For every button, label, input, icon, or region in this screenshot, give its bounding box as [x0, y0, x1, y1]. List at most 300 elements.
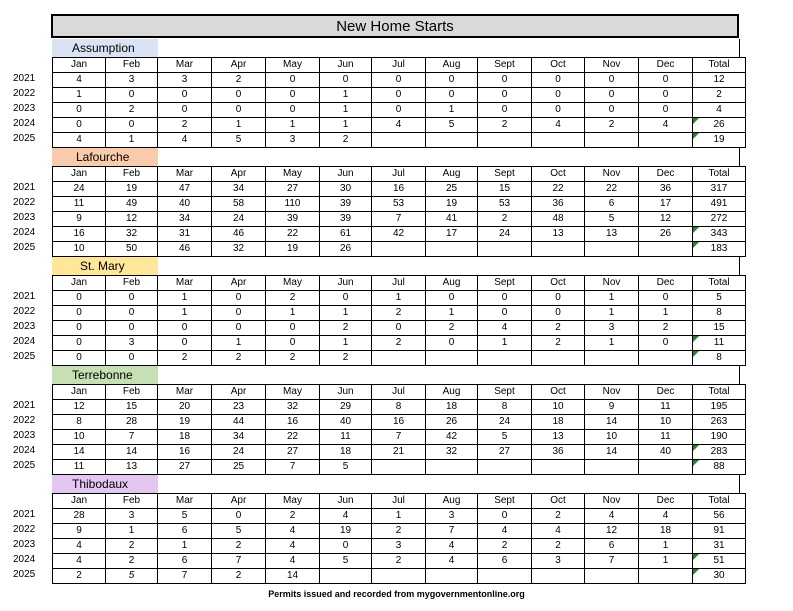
table-cell[interactable]: 19	[320, 524, 372, 539]
table-cell[interactable]: 2	[212, 351, 266, 366]
table-cell[interactable]	[532, 460, 585, 475]
table-cell[interactable]: 4	[532, 118, 585, 133]
table-cell[interactable]: 3	[106, 73, 158, 88]
table-cell[interactable]: 12	[585, 524, 639, 539]
table-cell[interactable]: 18	[426, 400, 478, 415]
table-cell[interactable]: 20	[158, 400, 212, 415]
table-cell[interactable]: 22	[266, 430, 320, 445]
table-cell[interactable]	[426, 242, 478, 257]
table-cell[interactable]: 4	[478, 524, 532, 539]
table-cell[interactable]: 0	[532, 73, 585, 88]
table-cell[interactable]: 0	[158, 103, 212, 118]
table-cell[interactable]: 47	[158, 182, 212, 197]
table-cell[interactable]	[426, 133, 478, 148]
table-cell[interactable]: 0	[106, 291, 158, 306]
table-cell[interactable]: 0	[585, 73, 639, 88]
table-cell[interactable]: 0	[426, 336, 478, 351]
table-cell[interactable]: 5	[478, 430, 532, 445]
table-cell[interactable]: 1	[639, 539, 693, 554]
table-cell[interactable]: 16	[372, 182, 426, 197]
table-cell[interactable]: 2	[266, 509, 320, 524]
table-cell[interactable]	[585, 460, 639, 475]
table-cell[interactable]: 8	[693, 306, 746, 321]
table-cell[interactable]: 7	[158, 569, 212, 584]
table-cell[interactable]: 39	[320, 197, 372, 212]
table-cell[interactable]: 0	[53, 306, 106, 321]
table-cell[interactable]: 11	[639, 430, 693, 445]
table-cell[interactable]: 0	[426, 291, 478, 306]
table-cell[interactable]: 2	[478, 118, 532, 133]
table-cell[interactable]: 0	[53, 103, 106, 118]
table-cell[interactable]: 2	[372, 554, 426, 569]
table-cell[interactable]: 27	[158, 460, 212, 475]
table-cell[interactable]: 2	[693, 88, 746, 103]
table-cell[interactable]: 14	[585, 415, 639, 430]
table-cell[interactable]: 15	[693, 321, 746, 336]
table-cell[interactable]: 4	[266, 524, 320, 539]
table-cell[interactable]: 2	[53, 569, 106, 584]
table-cell[interactable]: 19	[426, 197, 478, 212]
table-cell[interactable]: 11	[320, 430, 372, 445]
table-cell[interactable]: 31	[693, 539, 746, 554]
table-cell[interactable]: 30	[320, 182, 372, 197]
table-cell[interactable]: 56	[693, 509, 746, 524]
table-cell[interactable]: 2	[585, 118, 639, 133]
table-cell[interactable]: 1	[158, 539, 212, 554]
table-cell[interactable]: 5	[693, 291, 746, 306]
table-cell[interactable]: 8	[53, 415, 106, 430]
table-cell[interactable]: 1	[158, 291, 212, 306]
table-cell[interactable]: 0	[266, 336, 320, 351]
table-cell[interactable]: 16	[372, 415, 426, 430]
table-cell[interactable]: 2	[212, 539, 266, 554]
table-cell[interactable]: 0	[478, 291, 532, 306]
table-cell[interactable]: 5	[106, 569, 158, 584]
table-cell[interactable]: 1	[266, 118, 320, 133]
table-cell[interactable]: 2	[532, 336, 585, 351]
table-cell[interactable]: 16	[158, 445, 212, 460]
table-cell[interactable]: 1	[478, 336, 532, 351]
table-cell[interactable]: 7	[426, 524, 478, 539]
table-cell[interactable]: 36	[532, 197, 585, 212]
table-cell[interactable]: 4	[372, 118, 426, 133]
table-cell[interactable]: 2	[478, 212, 532, 227]
table-cell[interactable]: 4	[266, 539, 320, 554]
table-cell[interactable]	[426, 460, 478, 475]
table-cell[interactable]: 0	[320, 291, 372, 306]
table-cell[interactable]	[372, 351, 426, 366]
table-cell[interactable]: 3	[106, 509, 158, 524]
table-cell[interactable]: 0	[532, 291, 585, 306]
table-cell[interactable]: 0	[426, 88, 478, 103]
table-cell[interactable]: 0	[585, 88, 639, 103]
table-cell[interactable]: 39	[266, 212, 320, 227]
table-cell[interactable]: 0	[639, 336, 693, 351]
table-cell[interactable]: 15	[478, 182, 532, 197]
table-cell[interactable]	[639, 133, 693, 148]
table-cell[interactable]: 1	[266, 306, 320, 321]
table-cell[interactable]: 61	[320, 227, 372, 242]
table-cell[interactable]: 0	[478, 509, 532, 524]
table-cell[interactable]: 48	[532, 212, 585, 227]
table-cell[interactable]: 0	[639, 103, 693, 118]
table-cell[interactable]: 49	[106, 197, 158, 212]
table-cell[interactable]: 30	[693, 569, 746, 584]
table-cell[interactable]: 0	[212, 509, 266, 524]
table-cell[interactable]: 317	[693, 182, 746, 197]
table-cell[interactable]: 6	[478, 554, 532, 569]
table-cell[interactable]: 1	[212, 118, 266, 133]
table-cell[interactable]: 19	[158, 415, 212, 430]
table-cell[interactable]: 0	[372, 88, 426, 103]
table-cell[interactable]: 0	[212, 103, 266, 118]
table-cell[interactable]: 7	[212, 554, 266, 569]
table-cell[interactable]	[372, 460, 426, 475]
table-cell[interactable]: 1	[53, 88, 106, 103]
table-cell[interactable]: 9	[585, 400, 639, 415]
table-cell[interactable]: 0	[478, 103, 532, 118]
table-cell[interactable]: 2	[106, 554, 158, 569]
table-cell[interactable]: 0	[320, 73, 372, 88]
table-cell[interactable]: 13	[532, 430, 585, 445]
table-cell[interactable]: 27	[478, 445, 532, 460]
table-cell[interactable]: 46	[158, 242, 212, 257]
table-cell[interactable]: 7	[106, 430, 158, 445]
table-cell[interactable]: 2	[106, 103, 158, 118]
table-cell[interactable]: 91	[693, 524, 746, 539]
table-cell[interactable]: 0	[212, 321, 266, 336]
table-cell[interactable]: 13	[585, 227, 639, 242]
table-cell[interactable]: 88	[693, 460, 746, 475]
table-cell[interactable]: 3	[585, 321, 639, 336]
table-cell[interactable]: 2	[532, 321, 585, 336]
table-cell[interactable]: 2	[158, 118, 212, 133]
table-cell[interactable]: 0	[639, 291, 693, 306]
table-cell[interactable]: 5	[320, 554, 372, 569]
table-cell[interactable]: 283	[693, 445, 746, 460]
table-cell[interactable]: 14	[266, 569, 320, 584]
table-cell[interactable]: 1	[372, 291, 426, 306]
table-cell[interactable]: 27	[266, 182, 320, 197]
table-cell[interactable]: 1	[426, 103, 478, 118]
table-cell[interactable]: 4	[693, 103, 746, 118]
table-cell[interactable]: 7	[372, 430, 426, 445]
table-cell[interactable]: 0	[532, 306, 585, 321]
table-cell[interactable]: 15	[106, 400, 158, 415]
table-cell[interactable]: 4	[53, 554, 106, 569]
table-cell[interactable]: 1	[320, 103, 372, 118]
table-cell[interactable]: 1	[639, 306, 693, 321]
table-cell[interactable]: 4	[639, 118, 693, 133]
table-cell[interactable]: 58	[212, 197, 266, 212]
table-cell[interactable]: 13	[106, 460, 158, 475]
table-cell[interactable]: 0	[532, 88, 585, 103]
table-cell[interactable]: 32	[426, 445, 478, 460]
table-cell[interactable]	[478, 242, 532, 257]
table-cell[interactable]: 1	[372, 509, 426, 524]
table-cell[interactable]: 4	[532, 524, 585, 539]
table-cell[interactable]: 11	[53, 197, 106, 212]
table-cell[interactable]: 18	[532, 415, 585, 430]
table-cell[interactable]: 34	[212, 430, 266, 445]
table-cell[interactable]	[532, 133, 585, 148]
table-cell[interactable]: 22	[532, 182, 585, 197]
table-cell[interactable]: 0	[372, 321, 426, 336]
table-cell[interactable]: 0	[53, 351, 106, 366]
table-cell[interactable]: 11	[639, 400, 693, 415]
table-cell[interactable]: 22	[266, 227, 320, 242]
table-cell[interactable]: 0	[106, 88, 158, 103]
table-cell[interactable]: 18	[320, 445, 372, 460]
table-cell[interactable]: 24	[478, 227, 532, 242]
table-cell[interactable]: 2	[266, 291, 320, 306]
table-cell[interactable]: 40	[158, 197, 212, 212]
table-cell[interactable]: 0	[266, 73, 320, 88]
table-cell[interactable]: 0	[106, 351, 158, 366]
table-cell[interactable]: 0	[212, 88, 266, 103]
table-cell[interactable]: 11	[693, 336, 746, 351]
table-cell[interactable]: 18	[158, 430, 212, 445]
table-cell[interactable]: 0	[53, 321, 106, 336]
table-cell[interactable]	[478, 569, 532, 584]
table-cell[interactable]: 1	[585, 291, 639, 306]
table-cell[interactable]: 4	[158, 133, 212, 148]
table-cell[interactable]: 10	[53, 242, 106, 257]
table-cell[interactable]: 53	[478, 197, 532, 212]
table-cell[interactable]: 7	[266, 460, 320, 475]
table-cell[interactable]: 0	[53, 336, 106, 351]
table-cell[interactable]: 4	[53, 539, 106, 554]
table-cell[interactable]: 2	[320, 351, 372, 366]
table-cell[interactable]: 0	[158, 321, 212, 336]
table-cell[interactable]	[372, 569, 426, 584]
table-cell[interactable]: 36	[639, 182, 693, 197]
table-cell[interactable]: 0	[266, 103, 320, 118]
table-cell[interactable]: 1	[585, 306, 639, 321]
table-cell[interactable]: 4	[53, 73, 106, 88]
table-cell[interactable]: 0	[426, 73, 478, 88]
table-cell[interactable]: 10	[532, 400, 585, 415]
table-cell[interactable]: 2	[372, 336, 426, 351]
table-cell[interactable]: 21	[372, 445, 426, 460]
table-cell[interactable]: 9	[53, 212, 106, 227]
table-cell[interactable]: 491	[693, 197, 746, 212]
table-cell[interactable]: 19	[266, 242, 320, 257]
table-cell[interactable]: 5	[585, 212, 639, 227]
table-cell[interactable]: 42	[426, 430, 478, 445]
table-cell[interactable]: 0	[158, 88, 212, 103]
table-cell[interactable]: 0	[478, 88, 532, 103]
table-cell[interactable]: 1	[585, 336, 639, 351]
table-cell[interactable]: 0	[372, 103, 426, 118]
table-cell[interactable]: 6	[585, 197, 639, 212]
table-cell[interactable]: 12	[639, 212, 693, 227]
table-cell[interactable]: 42	[372, 227, 426, 242]
table-cell[interactable]	[532, 351, 585, 366]
table-cell[interactable]: 41	[426, 212, 478, 227]
table-cell[interactable]: 14	[585, 445, 639, 460]
table-cell[interactable]	[426, 569, 478, 584]
table-cell[interactable]: 0	[266, 88, 320, 103]
table-cell[interactable]	[639, 242, 693, 257]
table-cell[interactable]: 4	[426, 554, 478, 569]
table-cell[interactable]: 0	[158, 336, 212, 351]
table-cell[interactable]: 44	[212, 415, 266, 430]
table-cell[interactable]: 1	[320, 118, 372, 133]
table-cell[interactable]: 28	[106, 415, 158, 430]
table-cell[interactable]: 0	[212, 291, 266, 306]
table-cell[interactable]: 46	[212, 227, 266, 242]
table-cell[interactable]: 1	[106, 524, 158, 539]
table-cell[interactable]: 0	[478, 306, 532, 321]
table-cell[interactable]: 2	[372, 524, 426, 539]
table-cell[interactable]	[478, 460, 532, 475]
table-cell[interactable]: 25	[212, 460, 266, 475]
table-cell[interactable]: 3	[426, 509, 478, 524]
table-cell[interactable]: 0	[478, 73, 532, 88]
table-cell[interactable]: 31	[158, 227, 212, 242]
table-cell[interactable]: 29	[320, 400, 372, 415]
table-cell[interactable]: 10	[585, 430, 639, 445]
table-cell[interactable]: 0	[53, 291, 106, 306]
table-cell[interactable]: 1	[320, 88, 372, 103]
table-cell[interactable]: 24	[212, 445, 266, 460]
table-cell[interactable]: 40	[639, 445, 693, 460]
table-cell[interactable]: 190	[693, 430, 746, 445]
table-cell[interactable]: 12	[693, 73, 746, 88]
table-cell[interactable]: 9	[53, 524, 106, 539]
table-cell[interactable]: 2	[212, 569, 266, 584]
table-cell[interactable]: 32	[212, 242, 266, 257]
table-cell[interactable]: 2	[478, 539, 532, 554]
table-cell[interactable]: 4	[426, 539, 478, 554]
table-cell[interactable]: 4	[320, 509, 372, 524]
table-cell[interactable]: 5	[212, 133, 266, 148]
table-cell[interactable]: 50	[106, 242, 158, 257]
table-cell[interactable]: 4	[478, 321, 532, 336]
table-cell[interactable]: 0	[106, 118, 158, 133]
table-cell[interactable]: 195	[693, 400, 746, 415]
table-cell[interactable]: 5	[158, 509, 212, 524]
table-cell[interactable]	[426, 351, 478, 366]
table-cell[interactable]: 1	[639, 554, 693, 569]
table-cell[interactable]: 19	[106, 182, 158, 197]
table-cell[interactable]: 3	[266, 133, 320, 148]
table-cell[interactable]: 34	[158, 212, 212, 227]
table-cell[interactable]: 0	[212, 306, 266, 321]
table-cell[interactable]: 26	[426, 415, 478, 430]
table-cell[interactable]: 32	[266, 400, 320, 415]
table-cell[interactable]: 24	[478, 415, 532, 430]
table-cell[interactable]: 110	[266, 197, 320, 212]
table-cell[interactable]: 3	[532, 554, 585, 569]
table-cell[interactable]: 8	[693, 351, 746, 366]
table-cell[interactable]: 2	[320, 321, 372, 336]
table-cell[interactable]: 17	[426, 227, 478, 242]
table-cell[interactable]: 2	[372, 306, 426, 321]
table-cell[interactable]: 4	[639, 509, 693, 524]
table-cell[interactable]	[320, 569, 372, 584]
table-cell[interactable]: 1	[426, 306, 478, 321]
table-cell[interactable]: 14	[106, 445, 158, 460]
table-cell[interactable]: 5	[426, 118, 478, 133]
table-cell[interactable]: 7	[585, 554, 639, 569]
table-cell[interactable]	[585, 242, 639, 257]
table-cell[interactable]: 1	[158, 306, 212, 321]
table-cell[interactable]: 19	[693, 133, 746, 148]
table-cell[interactable]: 32	[106, 227, 158, 242]
table-cell[interactable]: 5	[212, 524, 266, 539]
table-cell[interactable]	[372, 133, 426, 148]
table-cell[interactable]: 3	[106, 336, 158, 351]
table-cell[interactable]	[585, 351, 639, 366]
table-cell[interactable]: 7	[372, 212, 426, 227]
table-cell[interactable]: 0	[372, 73, 426, 88]
table-cell[interactable]: 8	[372, 400, 426, 415]
table-cell[interactable]: 0	[639, 88, 693, 103]
table-cell[interactable]: 39	[320, 212, 372, 227]
table-cell[interactable]	[639, 569, 693, 584]
table-cell[interactable]: 343	[693, 227, 746, 242]
table-cell[interactable]: 8	[478, 400, 532, 415]
table-cell[interactable]: 1	[320, 336, 372, 351]
table-cell[interactable]: 0	[532, 103, 585, 118]
table-cell[interactable]	[639, 460, 693, 475]
table-cell[interactable]: 40	[320, 415, 372, 430]
table-cell[interactable]: 1	[320, 306, 372, 321]
table-cell[interactable]: 51	[693, 554, 746, 569]
table-cell[interactable]: 13	[532, 227, 585, 242]
table-cell[interactable]: 10	[639, 415, 693, 430]
table-cell[interactable]: 272	[693, 212, 746, 227]
table-cell[interactable]: 0	[639, 73, 693, 88]
table-cell[interactable]	[478, 351, 532, 366]
table-cell[interactable]: 6	[585, 539, 639, 554]
table-cell[interactable]: 5	[320, 460, 372, 475]
table-cell[interactable]: 2	[106, 539, 158, 554]
table-cell[interactable]: 1	[106, 133, 158, 148]
table-cell[interactable]: 12	[106, 212, 158, 227]
table-cell[interactable]: 26	[320, 242, 372, 257]
table-cell[interactable]: 11	[53, 460, 106, 475]
table-cell[interactable]: 2	[532, 509, 585, 524]
table-cell[interactable]: 17	[639, 197, 693, 212]
table-cell[interactable]: 26	[639, 227, 693, 242]
table-cell[interactable]: 0	[53, 118, 106, 133]
table-cell[interactable]: 6	[158, 524, 212, 539]
table-cell[interactable]: 0	[320, 539, 372, 554]
table-cell[interactable]: 3	[158, 73, 212, 88]
table-cell[interactable]: 53	[372, 197, 426, 212]
table-cell[interactable]: 16	[53, 227, 106, 242]
table-cell[interactable]: 4	[266, 554, 320, 569]
table-cell[interactable]: 0	[106, 306, 158, 321]
table-cell[interactable]: 2	[426, 321, 478, 336]
table-cell[interactable]: 18	[639, 524, 693, 539]
table-cell[interactable]: 36	[532, 445, 585, 460]
table-cell[interactable]: 2	[212, 73, 266, 88]
table-cell[interactable]: 0	[585, 103, 639, 118]
table-cell[interactable]	[532, 242, 585, 257]
table-cell[interactable]	[372, 242, 426, 257]
table-cell[interactable]: 16	[266, 415, 320, 430]
table-cell[interactable]: 2	[639, 321, 693, 336]
table-cell[interactable]: 24	[53, 182, 106, 197]
table-cell[interactable]	[585, 569, 639, 584]
table-cell[interactable]: 0	[106, 321, 158, 336]
table-cell[interactable]: 0	[266, 321, 320, 336]
table-cell[interactable]: 2	[320, 133, 372, 148]
